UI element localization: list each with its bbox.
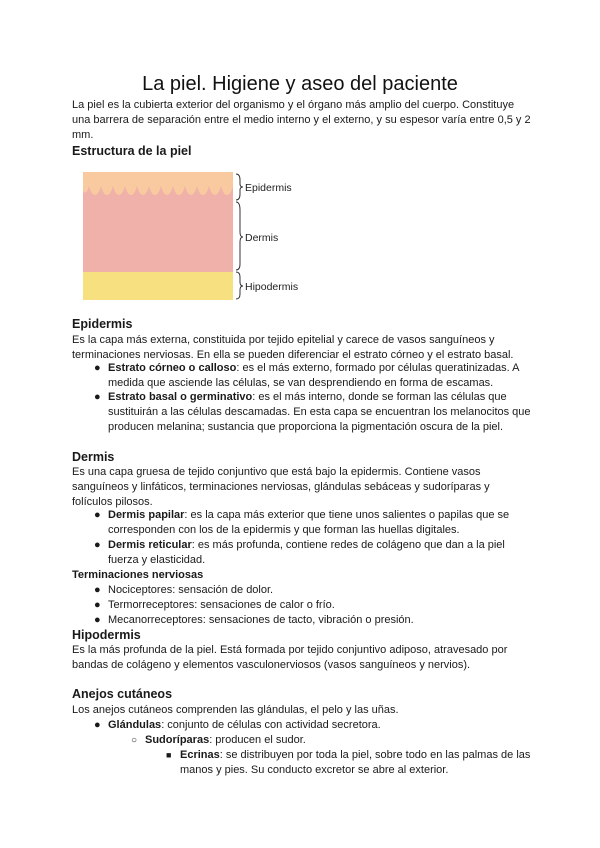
bullet-icon: ● — [94, 614, 101, 626]
bullet-icon: ● — [94, 362, 101, 374]
epidermis-bracket — [236, 174, 243, 200]
dermis-text: Es una capa gruesa de tejido conjuntivo que está bajo la epidermis. Contiene vasos sanguíneos y linfáticos, terminaciones nerviosas, glándulas sebáceas y sudoríparas y folículos pilosos. — [72, 466, 490, 508]
list-term: Ecrinas — [180, 749, 220, 761]
list-term: Dermis reticular — [108, 539, 192, 551]
list-item — [94, 538, 532, 568]
estructura-heading: Estructura de la piel — [72, 144, 192, 158]
page-title: La piel. Higiene y aseo del paciente — [142, 73, 458, 95]
dermis-bracket — [236, 202, 243, 270]
list-text: : es el más externo, formado por células queratinizadas. A medida que asciende las células, se van desprendiendo en forma de escamas. — [108, 362, 519, 389]
list-text: Termorreceptores: sensaciones de calor o frío. — [108, 599, 335, 611]
list-item — [166, 748, 532, 778]
dermis-layer — [83, 184, 233, 272]
label-dermis: Dermis — [245, 232, 279, 244]
list-text: : es el más interno, donde se forman las células que sustituirán a las células descamadas. En esta capa se encuentran los melanocitos que producen melanina; sustancia que proporciona la pigmentación oscura de la piel. — [108, 391, 531, 433]
bullet-icon: ● — [94, 719, 101, 731]
terminaciones-heading: Terminaciones nerviosas — [72, 569, 204, 581]
bullet-icon: ● — [94, 509, 101, 521]
hipodermis-text: Es la más profunda de la piel. Está formada por tejido conjuntivo adiposo, atravesado por bandas de colágeno y elementos vasculonerviosos (vasos sanguíneos y nervios). — [72, 644, 508, 671]
list-term: Estrato córneo o calloso — [108, 362, 237, 374]
list-term: Estrato basal o germinativo — [108, 391, 253, 403]
list-text: : conjunto de células con actividad secretora. — [161, 719, 381, 731]
epidermis-heading: Epidermis — [72, 317, 133, 331]
bullet-icon: ● — [94, 599, 101, 611]
bullet-icon: ● — [94, 584, 101, 596]
intro-paragraph: La piel es la cubierta exterior del organismo y el órgano más amplio del cuerpo. Constituye una barrera de separación entre el medio interno y el externo, y su espesor varía entre 0,5 y 2 mm. — [72, 99, 531, 141]
list-text: : es más profunda, contiene redes de colágeno que dan a la piel fuerza y elasticidad. — [108, 539, 505, 566]
circle-bullet-icon: ○ — [131, 735, 138, 746]
list-text: Mecanorreceptores: sensaciones de tacto, vibración o presión. — [108, 614, 414, 626]
hipodermis-heading: Hipodermis — [72, 628, 141, 642]
dermis-heading: Dermis — [72, 450, 115, 464]
label-epidermis: Epidermis — [245, 182, 292, 194]
skin-layers-diagram — [78, 162, 338, 304]
square-bullet-icon: ■ — [166, 750, 172, 760]
hipodermis-bracket — [236, 272, 243, 299]
list-item — [94, 508, 532, 538]
list-text: : producen el sudor. — [209, 734, 306, 746]
list-item — [94, 613, 532, 628]
list-text: Nociceptores: sensación de dolor. — [108, 584, 274, 596]
list-item — [94, 583, 532, 598]
list-item — [94, 718, 532, 733]
list-item — [94, 598, 532, 613]
list-text: : es la capa más exterior que tiene unos salientes o papilas que se corresponden con los de la epidermis y que forman las huellas digitales. — [108, 509, 510, 536]
bullet-icon: ● — [94, 391, 101, 403]
list-term: Glándulas — [108, 719, 162, 731]
list-item — [94, 390, 532, 435]
bullet-icon: ● — [94, 539, 101, 551]
anejos-text: Los anejos cutáneos comprenden las glándulas, el pelo y las uñas. — [72, 704, 399, 716]
list-item — [94, 361, 532, 391]
list-term: Sudoríparas — [145, 734, 210, 746]
list-text: : se distribuyen por toda la piel, sobre todo en las palmas de las manos y pies. Su conducto excretor se abre al exterior. — [180, 749, 531, 776]
list-item — [131, 733, 532, 748]
hipodermis-layer — [83, 272, 233, 300]
epidermis-text: Es la capa más externa, constituida por tejido epitelial y carece de vasos sanguíneos y terminaciones nerviosas. En ella se pueden diferenciar el estrato córneo y el estrato basal. — [72, 334, 514, 361]
anejos-heading: Anejos cutáneos — [72, 687, 173, 701]
label-hipodermis: Hipodermis — [245, 281, 299, 293]
list-term: Dermis papilar — [108, 509, 185, 521]
